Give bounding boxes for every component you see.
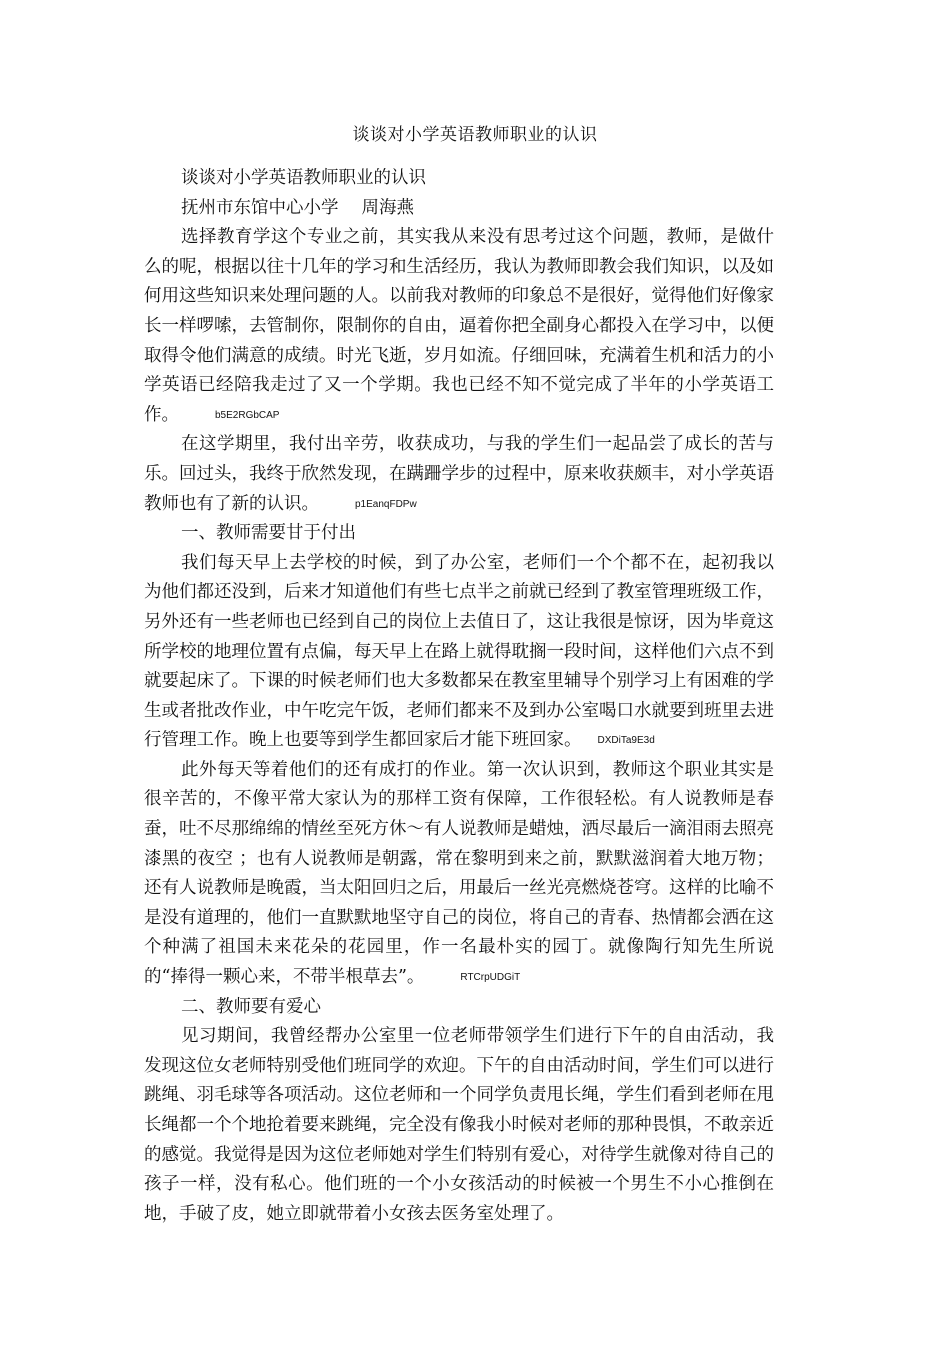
paragraph-text: 此外每天等着他们的还有成打的作业。第一次认识到，教师这个职业其实是很辛苦的，不像平常大家认为的那样工资有保障，工作很轻松。有人说教师是春蚕，吐不尽那绵绵的情丝至死方休～有人说教师是蜡烛，洒尽最后一滴泪雨去照亮漆黑的夜空 ；也有人说教师是朝露，常在黎明到来之前，默默滋润着大地万物；还有人说教师是晚霞，当太阳回归之后，用最后一丝光亮燃烧苍穹。这样的比喻不是没有道理的，他们一直默默地坚守自己的岗位，将自己的青春、热情都会洒在这个种满了祖国未来花朵的花园里，作一名最朴实的园丁。就像陶行知先生所说的“捧得一颗心来，不带半根草去”。 [144, 759, 774, 988]
paragraph-text: 我们每天早上去学校的时候，到了办公室，老师们一个个都不在，起初我以为他们都还没到，后来才知道他们有些七点半之前就已经到了教室管理班级工作，另外还有一些老师也已经到自己的岗位上去值日了，这让我很是惊讶，因为毕竟这所学校的地理位置有点偏，每天早上在路上就得耽搁一段时间，这样他们六点不到就要起床了。下课的时候老师们也大多数都呆在教室里辅导个别学习上有困难的学生或者批改作业，中午吃完午饭，老师们都来不及到办公室喝口水就要到班里去进行管理工作。晚上也要等到学生都回家后才能下班回家。 [144, 552, 774, 751]
paragraph-text: 见习期间，我曾经帮办公室里一位老师带领学生们进行下午的自由活动，我发现这位女老师特别受他们班同学的欢迎。下午的自由活动时间，学生们可以进行跳绳、羽毛球等各项活动。这位老师和一个同学负责甩长绳，学生们看到老师在甩长绳都一个个地抢着要来跳绳，完全没有像我小时候对老师的那种畏惧，不敢亲近的感觉。我觉得是因为这位老师她对学生们特别有爱心，对待学生就像对待自己的孩子一样，没有私心。他们班的一个小女孩活动的时候被一个男生不小心推倒在地，手破了皮，她立即就带着小女孩去医务室处理了。 [144, 1026, 774, 1224]
paragraph-code: p1EanqFDPw [355, 498, 417, 510]
paragraph-code: DXDiTa9E3d [597, 735, 655, 747]
paragraph-code: b5E2RGbCAP [215, 409, 280, 421]
paragraph [144, 756, 774, 993]
document-title: 谈谈对小学英语教师职业的认识 [352, 125, 598, 145]
subtitle: 谈谈对小学英语教师职业的认识 [181, 168, 426, 188]
paragraph-text: 在这学期里，我付出辛劳，收获成功，与我的学生们一起品尝了成长的苦与乐。回过头，我终于欣然发现，在蹒跚学步的过程中，原来收获颇丰，对小学英语教师也有了新的认识。 [144, 434, 774, 514]
author-line: 抚州市东馆中心小学 周海燕 [181, 197, 415, 218]
section-heading [144, 993, 774, 1023]
paragraph-text: 选择教育学这个专业之前，其实我从来没有思考过这个问题，教师，是做什么的呢，根据以往十几年的学习和生活经历，我认为教师即教会我们知识，以及如何用这些知识来处理问题的人。以前我对教师的印象总不是很好，觉得他们好像家长一样啰嗦，去管制你，限制你的自由，逼着你把全副身心都投入在学习中，以便取得令他们满意的成绩。时光飞逝，岁月如流。仔细回味，充满着生机和活力的小学英语已经陪我走过了又一个学期。我也已经不知不觉完成了半年的小学英语工作。 [144, 227, 774, 425]
section-heading-text: 一、教师需要甘于付出 [181, 523, 356, 544]
section-heading [144, 519, 774, 549]
paragraph-code: RTCrpUDGiT [460, 972, 521, 984]
paragraph [144, 223, 774, 430]
document-body [144, 164, 774, 1229]
paragraph [144, 430, 774, 519]
paragraph [144, 1022, 774, 1229]
section-heading-text: 二、教师要有爱心 [181, 996, 321, 1017]
paragraph [144, 549, 774, 756]
